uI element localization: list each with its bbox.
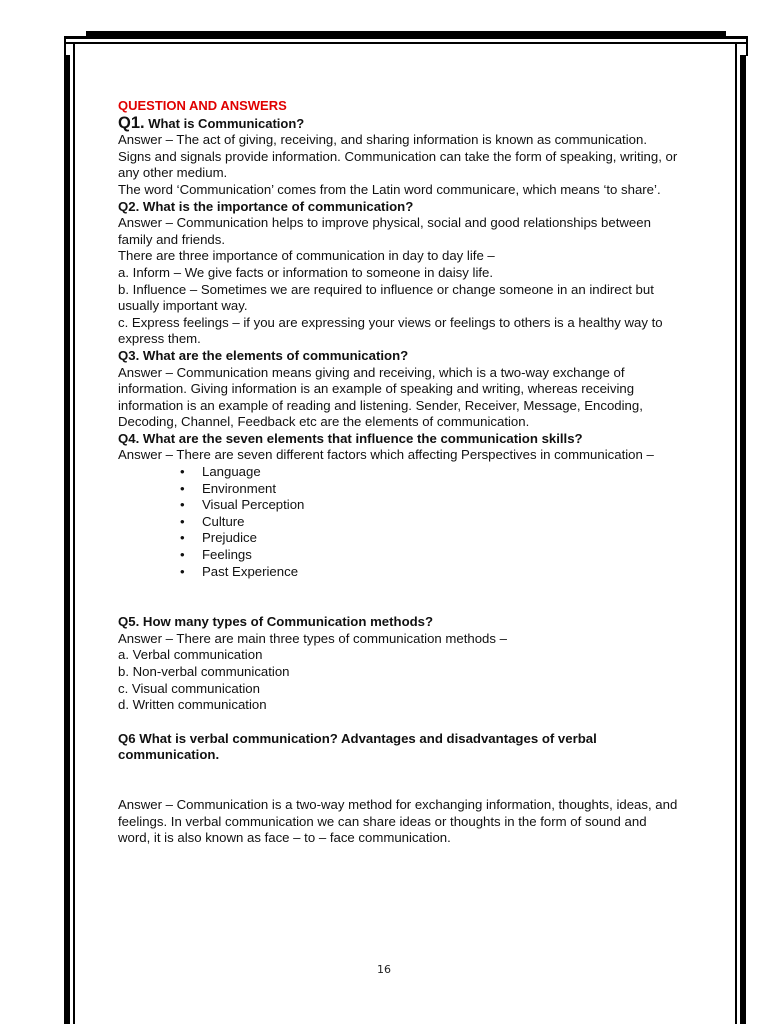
q5-item-a: a. Verbal communication	[118, 647, 263, 663]
q2-answer-2: There are three importance of communication in day to day life –	[118, 248, 495, 264]
q1-answer-2: The word ‘Communication’ comes from the Latin word communicare, which means ‘to share’.	[118, 181, 661, 197]
list-item	[118, 514, 678, 531]
border-top-thin	[64, 42, 748, 44]
page-heading: QUESTION AND ANSWERS	[118, 98, 287, 113]
q2-answer-4: b. Influence – Sometimes we are required to influence or change someone in an indirect but usually important way.	[118, 281, 654, 314]
border-corner-right	[726, 36, 748, 39]
list-item	[118, 464, 678, 481]
list-item-text: Prejudice	[202, 530, 257, 546]
border-right-thin	[735, 44, 737, 1024]
bullet-icon: •	[180, 513, 185, 529]
border-left-thick	[64, 55, 70, 1024]
q1-question-text: What is Communication?	[144, 115, 305, 131]
list-item	[118, 547, 678, 564]
list-item-text: Visual Perception	[202, 497, 305, 513]
bullet-icon: •	[180, 530, 185, 546]
list-item-text: Language	[202, 464, 261, 480]
bullet-icon: •	[180, 563, 185, 579]
list-item-text: Feelings	[202, 547, 252, 563]
q2-answer-5: c. Express feelings – if you are expressing your views or feelings to others is a healthy way to express them.	[118, 314, 663, 347]
border-right-thick	[740, 55, 746, 1024]
list-item	[118, 497, 678, 514]
q1-question	[118, 115, 678, 133]
q3-answer: Answer – Communication means giving and receiving, which is a two-way exchange of information. Giving information is an example of speaking and writing, whereas receiving information is an example of reading and listening. Sender, Receiver, Message, Encoding, Decoding, Channel, Feedback etc are the elements of communication.	[118, 364, 643, 430]
list-item	[118, 530, 678, 547]
q5-item-b: b. Non-verbal communication	[118, 664, 290, 679]
q2-question: Q2. What is the importance of communication?	[118, 198, 414, 214]
q6-question: Q6 What is verbal communication? Advantages and disadvantages of verbal communication.	[118, 730, 597, 763]
bullet-icon: •	[180, 464, 185, 480]
document-body	[118, 98, 678, 847]
border-tick-right	[746, 36, 748, 56]
border-corner-left	[64, 36, 86, 39]
spacer	[118, 580, 678, 614]
q2-answer-1: Answer – Communication helps to improve physical, social and good relationships between family and friends.	[118, 215, 651, 247]
page-number: 16	[377, 963, 391, 976]
bullet-icon: •	[180, 497, 185, 513]
q6-answer: Answer – Communication is a two-way method for exchanging information, thoughts, ideas, and feelings. In verbal communication we can share ideas or thoughts in the form of sound and word, it is also known as face – to – face communication.	[118, 796, 678, 846]
list-item-text: Environment	[202, 480, 277, 496]
list-item	[118, 481, 678, 498]
q1-number: Q1.	[118, 113, 145, 132]
spacer	[118, 764, 678, 797]
list-item	[118, 564, 678, 581]
q3-question: Q3. What are the elements of communication?	[118, 347, 409, 363]
border-left-thin	[73, 44, 75, 1024]
q4-bullet-list	[118, 464, 678, 580]
q4-question: Q4. What are the seven elements that influence the communication skills?	[118, 430, 583, 446]
border-tick-left	[64, 36, 66, 56]
bullet-icon: •	[180, 480, 185, 496]
q2-answer-3: a. Inform – We give facts or information to someone in daisy life.	[118, 264, 494, 280]
q5-answer: Answer – There are main three types of communication methods –	[118, 630, 507, 646]
border-top-thick	[86, 31, 726, 39]
q1-answer-1: Answer – The act of giving, receiving, and sharing information is known as communication. Signs and signals provide information. Communication can take the form of speaking, writing, or any other medium.	[118, 132, 678, 181]
q4-answer: Answer – There are seven different factors which affecting Perspectives in communication –	[118, 447, 654, 463]
spacer	[118, 714, 678, 731]
q5-item-d: d. Written communication	[118, 697, 267, 713]
list-item-text: Past Experience	[202, 563, 299, 579]
q5-question: Q5. How many types of Communication methods?	[118, 614, 434, 630]
list-item-text: Culture	[202, 513, 245, 529]
bullet-icon: •	[180, 547, 185, 563]
q5-item-c: c. Visual communication	[118, 680, 260, 696]
